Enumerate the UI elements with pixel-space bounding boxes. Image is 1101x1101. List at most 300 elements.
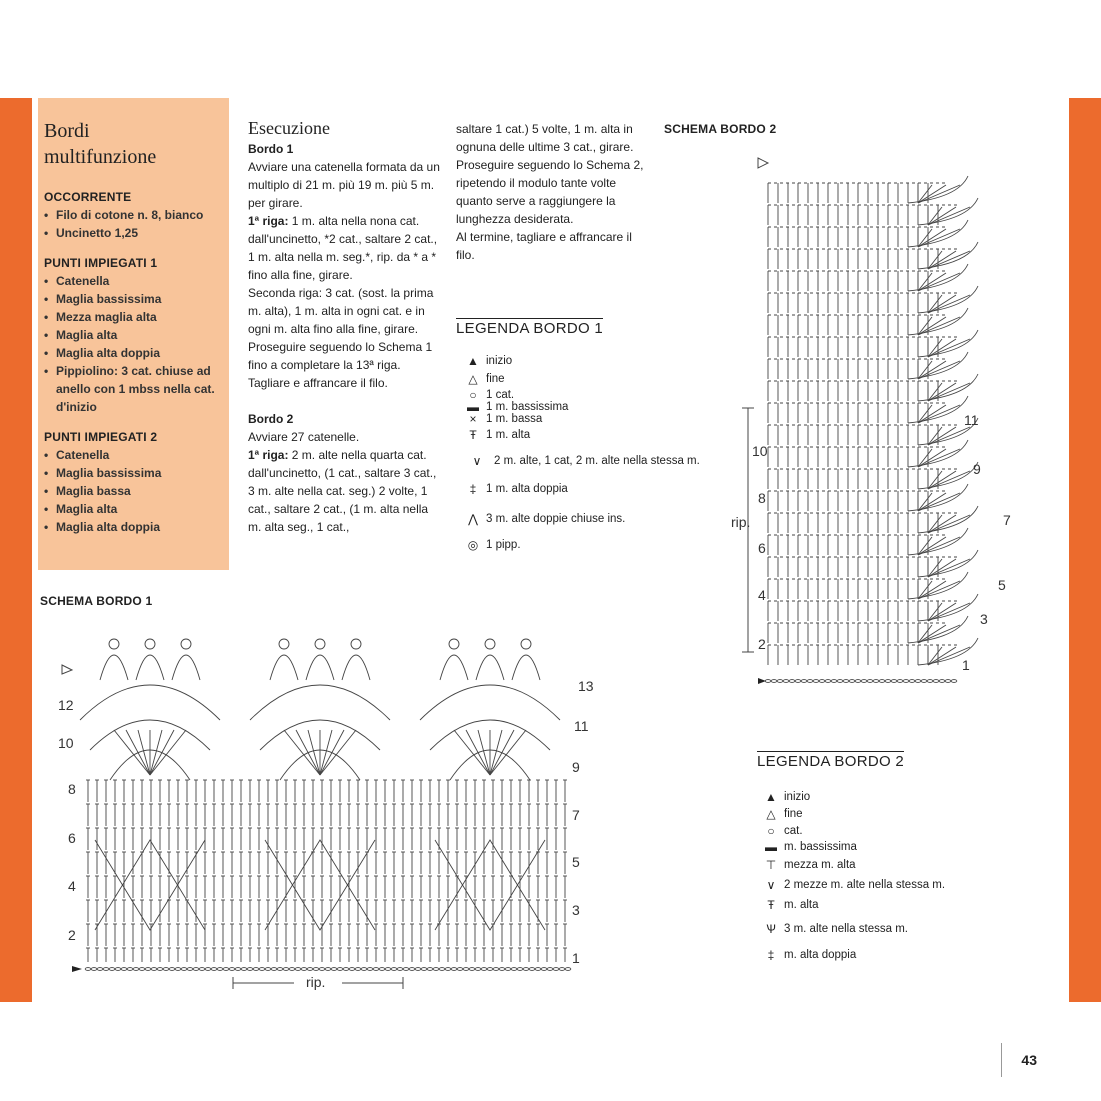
chain-stitch bbox=[211, 968, 217, 971]
chain-stitch bbox=[511, 968, 517, 971]
chain-stitch bbox=[783, 680, 789, 683]
list-item: • Pippiolino: 3 cat. chiuse ad anello con 1 mbss nella cat. d'inizio bbox=[44, 362, 223, 416]
instructions-column-2 bbox=[456, 120, 646, 264]
schema1-label: SCHEMA BORDO 1 bbox=[40, 594, 153, 608]
picot-icon bbox=[351, 639, 361, 649]
legend-row bbox=[460, 372, 505, 386]
list-item: • Maglia alta doppia bbox=[44, 518, 223, 536]
schema1-diagram bbox=[40, 610, 620, 1000]
picot-icon bbox=[109, 639, 119, 649]
fan-spoke bbox=[284, 730, 320, 775]
fan-spoke bbox=[928, 383, 956, 401]
row-label: 1ª riga: bbox=[248, 448, 289, 462]
fan-spoke bbox=[320, 730, 344, 775]
chain-stitch bbox=[517, 968, 523, 971]
chain-stitch bbox=[475, 968, 481, 971]
fan-spoke bbox=[138, 730, 150, 775]
cluster-icon: ⋀ bbox=[468, 512, 478, 526]
scallop-arc bbox=[918, 286, 978, 313]
chain-stitch bbox=[795, 680, 801, 683]
chain-stitch bbox=[97, 968, 103, 971]
chain-stitch bbox=[247, 968, 253, 971]
fan-spoke bbox=[918, 229, 960, 247]
start-arrow-icon bbox=[72, 966, 82, 972]
fan-spoke bbox=[490, 730, 514, 775]
legend-label: inizio bbox=[784, 791, 811, 803]
fan-spoke bbox=[478, 730, 490, 775]
fan-spoke bbox=[490, 730, 526, 775]
list-item: • Filo di cotone n. 8, bianco bbox=[44, 206, 223, 224]
fan-spoke bbox=[928, 251, 970, 269]
spacer bbox=[248, 392, 443, 410]
legend-label: 3 m. alte doppie chiuse ins. bbox=[486, 513, 626, 525]
chain-stitch bbox=[91, 968, 97, 971]
chain-stitch bbox=[481, 968, 487, 971]
paragraph: saltare 1 cat.) 5 volte, 1 m. alta in ognuna delle ultime 3 cat., girare. bbox=[456, 122, 634, 154]
row-number: 9 bbox=[973, 461, 981, 477]
legend-row bbox=[460, 412, 542, 426]
end-arrow-icon: △ bbox=[766, 807, 776, 821]
chain-stitch bbox=[789, 680, 795, 683]
chain-stitch bbox=[855, 680, 861, 683]
chain-stitch bbox=[229, 968, 235, 971]
chain-stitch bbox=[163, 968, 169, 971]
chain-stitch bbox=[553, 968, 559, 971]
bordo1-heading: Bordo 1 bbox=[248, 142, 294, 156]
chain-stitch bbox=[301, 968, 307, 971]
chain-stitch bbox=[837, 680, 843, 683]
legend-row bbox=[460, 538, 521, 552]
picot-loop bbox=[476, 655, 504, 680]
shell-icon: ∨ bbox=[472, 454, 482, 468]
chain-stitch bbox=[307, 968, 313, 971]
fan-spoke bbox=[928, 339, 970, 357]
chain-stitch bbox=[169, 968, 175, 971]
picot-icon bbox=[449, 639, 459, 649]
row-number: 12 bbox=[58, 697, 74, 713]
fan-spoke bbox=[918, 449, 946, 467]
legend-label: inizio bbox=[486, 355, 513, 367]
chain-stitch bbox=[505, 968, 511, 971]
single-crochet-icon: × bbox=[469, 412, 477, 426]
chain-stitch bbox=[421, 968, 427, 971]
fan-spoke bbox=[918, 537, 946, 555]
fan-spoke bbox=[114, 730, 150, 775]
chain-stitch bbox=[945, 680, 951, 683]
lattice-line bbox=[95, 840, 205, 930]
scallop-arc bbox=[918, 330, 978, 357]
fan-spoke bbox=[918, 625, 946, 643]
chain-stitch bbox=[283, 968, 289, 971]
legend-label: 1 pipp. bbox=[486, 539, 521, 551]
fan-spoke bbox=[918, 493, 960, 511]
fan-spoke bbox=[928, 603, 970, 621]
fan-spoke bbox=[928, 603, 956, 621]
fan-spoke bbox=[928, 383, 970, 401]
fan-spoke bbox=[918, 185, 960, 203]
picot-icon bbox=[279, 639, 289, 649]
chain-stitch bbox=[879, 680, 885, 683]
row-number: 6 bbox=[758, 540, 766, 556]
chain-stitch bbox=[145, 968, 151, 971]
chain-stitch bbox=[891, 680, 897, 683]
fan-spoke bbox=[928, 471, 970, 489]
chain-stitch bbox=[765, 680, 771, 683]
chain-stitch bbox=[469, 968, 475, 971]
schema1-stitch-grid bbox=[85, 780, 571, 970]
start-arrow-icon: ▲ bbox=[765, 790, 777, 804]
legend-label: 2 m. alte, 1 cat, 2 m. alte nella stessa m. bbox=[494, 455, 700, 467]
chain-stitch bbox=[897, 680, 903, 683]
row-number: 3 bbox=[572, 902, 580, 918]
fan-spoke bbox=[918, 185, 946, 203]
row-number: 6 bbox=[68, 830, 76, 846]
chain-stitch bbox=[367, 968, 373, 971]
slip-stitch-icon: ▬ bbox=[467, 400, 479, 414]
fan-spoke bbox=[928, 427, 956, 445]
picot-icon bbox=[145, 639, 155, 649]
legend1-title: LEGENDA BORDO 1 bbox=[456, 320, 604, 337]
paragraph: Proseguire seguendo lo Schema 2, ripetendo il modulo tante volte quanto serve a raggiungere la lunghezza desiderata. bbox=[456, 158, 644, 226]
row-number: 7 bbox=[1003, 512, 1011, 528]
picot-loop bbox=[172, 655, 200, 680]
chain-stitch bbox=[295, 968, 301, 971]
page-number: 43 bbox=[1021, 1052, 1037, 1068]
legend2 bbox=[758, 790, 998, 970]
legend1 bbox=[460, 354, 720, 554]
chain-stitch bbox=[355, 968, 361, 971]
chain-stitch bbox=[487, 968, 493, 971]
legend-label: m. alta doppia bbox=[784, 949, 857, 961]
row-number: 5 bbox=[998, 577, 1006, 593]
fan-spoke bbox=[320, 730, 332, 775]
chain-stitch bbox=[909, 680, 915, 683]
legend-row bbox=[758, 824, 803, 838]
legend-label: 1 m. bassissima bbox=[486, 401, 569, 413]
punti1-heading: PUNTI IMPIEGATI 1 bbox=[44, 256, 158, 270]
legend-row bbox=[758, 948, 856, 962]
chain-stitch bbox=[529, 968, 535, 971]
chain-stitch bbox=[433, 968, 439, 971]
chain-stitch bbox=[903, 680, 909, 683]
legend-label: fine bbox=[784, 808, 803, 820]
fan-spoke bbox=[928, 559, 970, 577]
chain-stitch bbox=[157, 968, 163, 971]
row-number: 9 bbox=[572, 759, 580, 775]
lattice-line bbox=[435, 840, 545, 930]
chain-stitch bbox=[259, 968, 265, 971]
treble-crochet-icon: ‡ bbox=[469, 482, 477, 496]
fan-spoke bbox=[918, 361, 960, 379]
chain-stitch bbox=[241, 968, 247, 971]
punti2-heading: PUNTI IMPIEGATI 2 bbox=[44, 430, 158, 444]
chain-stitch bbox=[819, 680, 825, 683]
fan-spoke bbox=[150, 730, 174, 775]
chain-stitch bbox=[343, 968, 349, 971]
chain-stitch bbox=[951, 680, 957, 683]
chain-stitch bbox=[127, 968, 133, 971]
fan-spoke bbox=[150, 730, 162, 775]
chain-stitch bbox=[463, 968, 469, 971]
list-item: • Uncinetto 1,25 bbox=[44, 224, 223, 242]
row-number: 1 bbox=[572, 950, 580, 966]
legend-row bbox=[758, 922, 908, 936]
chain-stitch bbox=[403, 968, 409, 971]
start-arrow-icon: ▲ bbox=[467, 354, 479, 368]
chain-stitch bbox=[867, 680, 873, 683]
slip-stitch-icon: ▬ bbox=[765, 840, 777, 854]
chain-stitch bbox=[271, 968, 277, 971]
lattice-line bbox=[435, 840, 545, 930]
chain-stitch bbox=[265, 968, 271, 971]
chain-stitch bbox=[379, 968, 385, 971]
picot-loop bbox=[270, 655, 298, 680]
chain-stitch bbox=[133, 968, 139, 971]
paragraph bbox=[248, 446, 443, 536]
legend-row bbox=[460, 454, 700, 468]
fan-spoke bbox=[928, 339, 956, 357]
chain-stitch bbox=[843, 680, 849, 683]
fan-spoke bbox=[928, 559, 956, 577]
materials-sidebar bbox=[38, 98, 229, 570]
punti1-list bbox=[44, 272, 223, 416]
repeat-label: rip. bbox=[731, 514, 751, 530]
lattice-line bbox=[265, 840, 375, 930]
chain-stitch bbox=[277, 968, 283, 971]
row-text: 2 m. alte nella quarta cat. dall'uncinetto, (1 cat., saltare 3 cat., 3 m. alte nella cat. seg.) 2 volte, 1 cat., saltare 2 cat., (1 m. alta nella m. alta seg., 1 cat., bbox=[248, 448, 437, 534]
chain-stitch bbox=[427, 968, 433, 971]
chain-stitch bbox=[777, 680, 783, 683]
chain-stitch bbox=[103, 968, 109, 971]
chain-stitch bbox=[217, 968, 223, 971]
end-arrow-icon: △ bbox=[468, 372, 478, 386]
fan-spoke bbox=[918, 405, 946, 423]
row-number: 11 bbox=[964, 412, 979, 428]
list-item: • Maglia bassissima bbox=[44, 290, 223, 308]
half-double-icon: ⊤ bbox=[765, 858, 777, 872]
picot-icon bbox=[181, 639, 191, 649]
chain-stitch bbox=[921, 680, 927, 683]
chain-stitch bbox=[115, 968, 121, 971]
scallop-arc bbox=[918, 506, 978, 533]
scallop-arc bbox=[918, 462, 978, 489]
fan-spoke bbox=[928, 251, 956, 269]
paragraph: Avviare 27 catenelle. bbox=[248, 430, 360, 444]
picot-loop bbox=[342, 655, 370, 680]
fan-spoke bbox=[928, 427, 970, 445]
bordo2-heading: Bordo 2 bbox=[248, 412, 294, 426]
end-arrow-icon bbox=[62, 665, 72, 674]
paragraph: Seconda riga: 3 cat. (sost. la prima m. alta), 1 m. alta in ogni cat. e in ogni m. alta fino alla fine, girare. bbox=[248, 286, 434, 336]
repeat-label: rip. bbox=[306, 974, 326, 990]
fan-spoke bbox=[928, 295, 956, 313]
chain-stitch bbox=[927, 680, 933, 683]
picot-loop bbox=[440, 655, 468, 680]
shell-three-icon: Ѱ bbox=[766, 922, 776, 936]
schema2-label: SCHEMA BORDO 2 bbox=[664, 122, 777, 136]
scallop-arc bbox=[918, 242, 978, 269]
list-item: • Mezza maglia alta bbox=[44, 308, 223, 326]
legend-label: mezza m. alta bbox=[784, 859, 856, 871]
fan-spoke bbox=[918, 581, 946, 599]
chain-stitch bbox=[391, 968, 397, 971]
fan-spoke bbox=[296, 730, 320, 775]
chain-stitch bbox=[535, 968, 541, 971]
fan-arc bbox=[420, 685, 560, 720]
picot-icon bbox=[521, 639, 531, 649]
fan-arc bbox=[80, 685, 220, 720]
fan-spoke bbox=[918, 405, 960, 423]
legend-label: 1 m. alta bbox=[486, 429, 531, 441]
row-number: 8 bbox=[68, 781, 76, 797]
occorrente-heading: OCCORRENTE bbox=[44, 190, 132, 204]
chain-stitch bbox=[313, 968, 319, 971]
chain-stitch bbox=[885, 680, 891, 683]
fan-spoke bbox=[928, 471, 956, 489]
row-number: 10 bbox=[752, 443, 768, 459]
chain-stitch bbox=[181, 968, 187, 971]
legend-label: 3 m. alte nella stessa m. bbox=[784, 923, 908, 935]
list-item: • Maglia bassissima bbox=[44, 464, 223, 482]
instructions-column-1 bbox=[248, 118, 443, 536]
row-number: 8 bbox=[758, 490, 766, 506]
fan-spoke bbox=[918, 317, 946, 335]
fan-spoke bbox=[918, 273, 946, 291]
fan-spoke bbox=[928, 207, 956, 225]
list-item: • Maglia alta bbox=[44, 326, 223, 344]
chain-stitch bbox=[337, 968, 343, 971]
fan-spoke bbox=[466, 730, 490, 775]
picot-loop bbox=[512, 655, 540, 680]
scallop-arc bbox=[908, 176, 968, 203]
legend-row bbox=[758, 807, 803, 821]
list-item: • Catenella bbox=[44, 272, 223, 290]
picot-icon bbox=[485, 639, 495, 649]
chain-stitch bbox=[205, 968, 211, 971]
right-orange-band bbox=[1069, 98, 1101, 1002]
legend-row bbox=[758, 878, 945, 892]
picot-icon: ◎ bbox=[467, 538, 479, 552]
list-item: • Maglia alta doppia bbox=[44, 344, 223, 362]
chain-stitch bbox=[199, 968, 205, 971]
fan-spoke bbox=[918, 317, 960, 335]
legend-row bbox=[460, 512, 625, 526]
chain-stitch bbox=[235, 968, 241, 971]
chain-stitch bbox=[175, 968, 181, 971]
chain-icon: ○ bbox=[469, 388, 477, 402]
chain-stitch bbox=[813, 680, 819, 683]
chain-stitch bbox=[559, 968, 565, 971]
legend-label: 1 m. bassa bbox=[486, 413, 543, 425]
chain-stitch bbox=[397, 968, 403, 971]
fan-spoke bbox=[918, 581, 960, 599]
title-line-1: Bordi bbox=[44, 120, 90, 142]
chain-stitch bbox=[385, 968, 391, 971]
chain-stitch bbox=[85, 968, 91, 971]
picot-loop bbox=[100, 655, 128, 680]
chain-stitch bbox=[415, 968, 421, 971]
scallop-arc bbox=[918, 374, 978, 401]
fan-spoke bbox=[928, 295, 970, 313]
legend-row bbox=[758, 840, 857, 854]
fan-spoke bbox=[918, 537, 960, 555]
schema2-stitch-grid bbox=[765, 176, 978, 682]
schema2-diagram bbox=[728, 150, 1028, 695]
chain-stitch bbox=[771, 680, 777, 683]
list-item: • Catenella bbox=[44, 446, 223, 464]
occorrente-list bbox=[44, 206, 223, 242]
fan-spoke bbox=[320, 730, 356, 775]
row-label: 1ª riga: bbox=[248, 214, 289, 228]
paragraph: Proseguire seguendo lo Schema 1 fino a completare la 13ª riga. Tagliare e affrancare il filo. bbox=[248, 340, 433, 390]
fan-spoke bbox=[150, 730, 186, 775]
chain-stitch bbox=[915, 680, 921, 683]
picot-loop bbox=[136, 655, 164, 680]
chain-stitch bbox=[109, 968, 115, 971]
chain-stitch bbox=[831, 680, 837, 683]
row-number: 5 bbox=[572, 854, 580, 870]
fan-spoke bbox=[454, 730, 490, 775]
chain-icon: ○ bbox=[767, 824, 775, 838]
chain-stitch bbox=[801, 680, 807, 683]
picot-icon bbox=[315, 639, 325, 649]
end-arrow-icon bbox=[758, 158, 768, 168]
chain-stitch bbox=[253, 968, 259, 971]
row-number: 2 bbox=[758, 636, 766, 652]
chain-stitch bbox=[807, 680, 813, 683]
legend-row bbox=[460, 482, 568, 496]
fan-spoke bbox=[928, 515, 956, 533]
fan-arc bbox=[250, 685, 390, 720]
chain-stitch bbox=[873, 680, 879, 683]
esecuzione-heading: Esecuzione bbox=[248, 118, 330, 138]
start-arrow-icon bbox=[758, 678, 766, 684]
legend-label: m. bassissima bbox=[784, 841, 857, 853]
treble-crochet-icon: ‡ bbox=[767, 948, 775, 962]
legend-row bbox=[758, 898, 819, 912]
list-item: • Maglia alta bbox=[44, 500, 223, 518]
fan-spoke bbox=[918, 229, 946, 247]
chain-stitch bbox=[319, 968, 325, 971]
double-crochet-icon: Ŧ bbox=[767, 898, 775, 912]
chain-stitch bbox=[849, 680, 855, 683]
chain-stitch bbox=[861, 680, 867, 683]
paragraph bbox=[248, 212, 443, 284]
legend-label: cat. bbox=[784, 825, 803, 837]
legend-label: 2 mezze m. alte nella stessa m. bbox=[784, 879, 946, 891]
schema1-fan-motifs bbox=[80, 639, 560, 930]
page-divider bbox=[1001, 1043, 1002, 1077]
row-number: 4 bbox=[68, 878, 76, 894]
v-stitch-icon: ∨ bbox=[766, 878, 776, 892]
scallop-arc bbox=[918, 198, 978, 225]
row-text: 1 m. alta nella nona cat. dall'uncinetto, *2 cat., saltare 2 cat., 1 m. alta nella m. seg.*, rip. da * a * fino alla fine, girare. bbox=[248, 214, 438, 282]
chain-stitch bbox=[439, 968, 445, 971]
chain-stitch bbox=[193, 968, 199, 971]
chain-stitch bbox=[349, 968, 355, 971]
scallop-arc bbox=[918, 550, 978, 577]
chain-stitch bbox=[289, 968, 295, 971]
row-number: 1 bbox=[962, 657, 970, 673]
chain-stitch bbox=[523, 968, 529, 971]
chain-stitch bbox=[373, 968, 379, 971]
list-item: • Maglia bassa bbox=[44, 482, 223, 500]
chain-stitch bbox=[409, 968, 415, 971]
lattice-line bbox=[95, 840, 205, 930]
chain-stitch bbox=[939, 680, 945, 683]
lattice-line bbox=[265, 840, 375, 930]
row-number: 2 bbox=[68, 927, 76, 943]
